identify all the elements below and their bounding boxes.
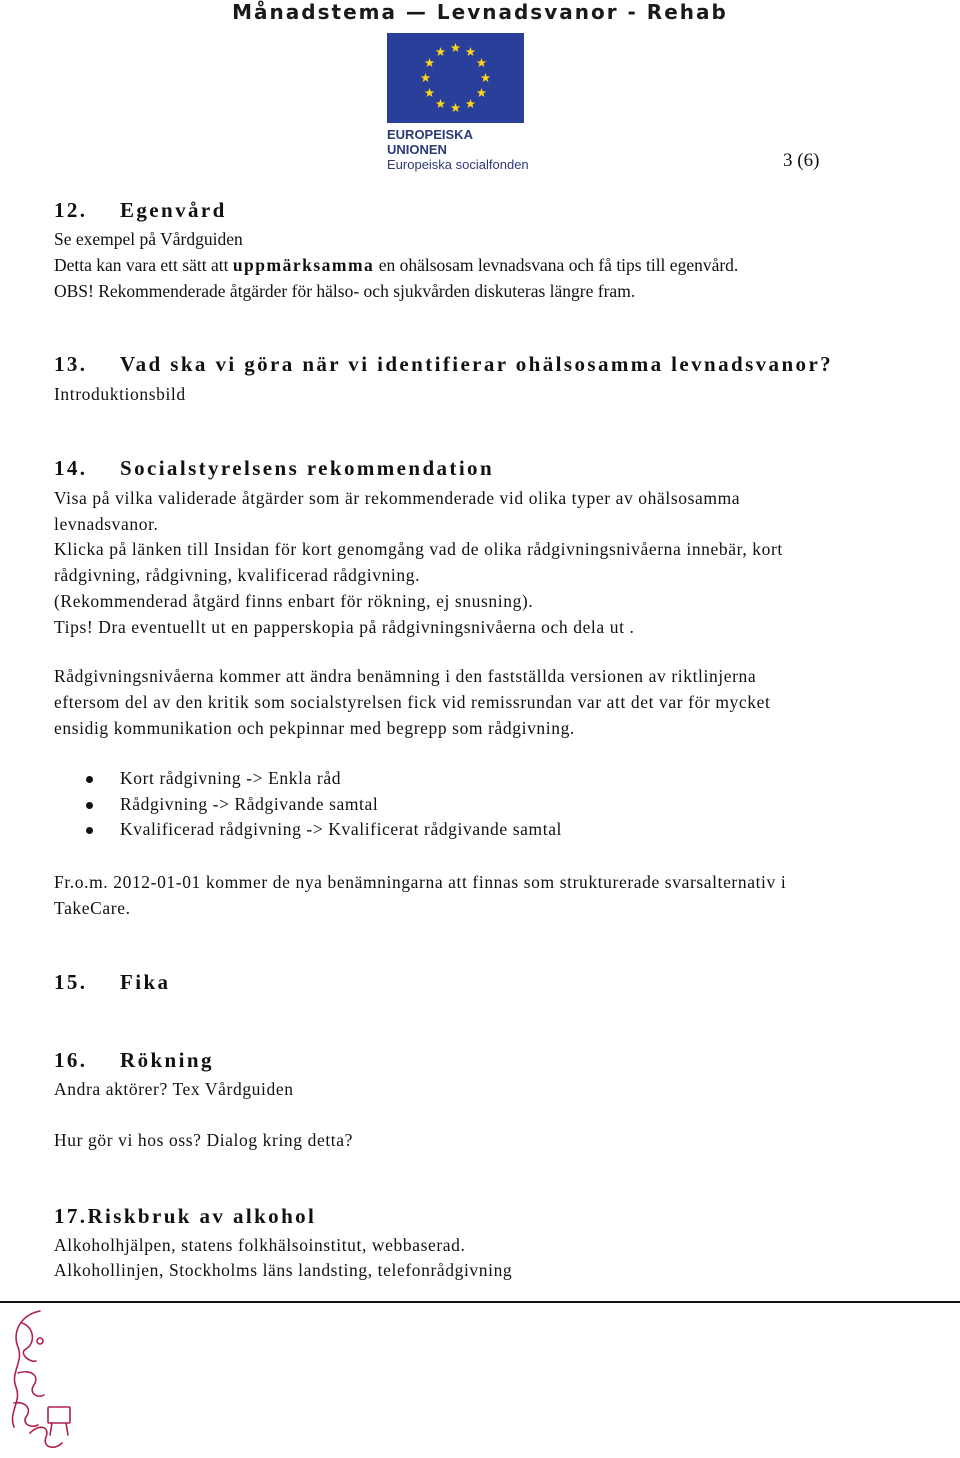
- section-number: 12.: [54, 198, 88, 222]
- section-16-heading: [54, 1048, 214, 1073]
- section-14-p2: [54, 536, 783, 640]
- text-line: ensidig kommunikation och pekpinnar med begrepp som rådgivning.: [54, 718, 575, 738]
- text-line: Fr.o.m. 2012-01-01 kommer de nya benämningarna att finnas som strukturerade svarsalternativ i: [54, 872, 787, 892]
- section-title: Riskbruk av alkohol: [87, 1204, 317, 1228]
- section-15-heading: [54, 970, 170, 995]
- list-item-text: Kort rådgivning -> Enkla råd: [120, 768, 342, 788]
- section-title: Egenvård: [120, 198, 227, 222]
- text-line: (Rekommenderad åtgärd finns enbart för rökning, ej snusning).: [54, 591, 534, 611]
- et-halsa-logo-icon: [0, 1303, 90, 1458]
- section-13-line1: Introduktionsbild: [54, 384, 186, 404]
- section-16-line2: Hur gör vi hos oss? Dialog kring detta?: [54, 1130, 353, 1150]
- text-line: eftersom del av den kritik som socialstyrelsen fick vid remissrundan var att det var för mycket: [54, 692, 771, 712]
- text-run: Detta kan vara ett sätt att: [54, 255, 233, 275]
- section-title: Rökning: [120, 1048, 214, 1072]
- section-16-line1: Andra aktörer? Tex Vårdguiden: [54, 1079, 294, 1099]
- section-14-p1: [54, 485, 740, 537]
- section-14-p4: [54, 869, 786, 921]
- emphasis-text: uppmärksamma: [232, 255, 375, 275]
- section-number: 14.: [54, 456, 88, 480]
- list-item: [54, 766, 934, 792]
- section-number: 16.: [54, 1048, 88, 1072]
- bullet-icon: [86, 776, 93, 783]
- text-line: rådgivning, rådgivning, kvalificerad rådgivning.: [54, 565, 421, 585]
- section-number: 13.: [54, 352, 88, 376]
- text-line: Tips! Dra eventuellt ut en papperskopia på rådgivningsnivåerna och dela ut .: [54, 617, 635, 637]
- text-line: TakeCare.: [54, 898, 131, 918]
- section-17-heading: [54, 1204, 316, 1229]
- text-run: en ohälsosam levnadsvana och få tips till egenvård.: [374, 255, 739, 275]
- text-line: Rådgivningsnivåerna kommer att ändra benämning i den fastställda versionen av riktlinjerna: [54, 666, 757, 686]
- eu-logo: [385, 33, 530, 172]
- section-12-heading: [54, 198, 227, 223]
- section-title: Vad ska vi göra när vi identifierar ohälsosamma levnadsvanor?: [120, 352, 834, 376]
- eu-logo-line2: Europeiska socialfonden: [387, 157, 529, 172]
- eu-flag-icon: [387, 33, 524, 123]
- text-line: Klicka på länken till Insidan för kort genomgång vad de olika rådgivningsnivåerna innebär, kort: [54, 539, 783, 559]
- list-item: [54, 792, 934, 818]
- eu-logo-line1: EUROPEISKA UNIONEN: [387, 127, 473, 157]
- list-item: [54, 817, 934, 843]
- bullet-icon: [86, 802, 93, 809]
- section-14-heading: [54, 456, 494, 481]
- text-line: Visa på vilka validerade åtgärder som är rekommenderade vid olika typer av ohälsosamma: [54, 488, 741, 508]
- section-14-p3: [54, 663, 770, 741]
- list-item-text: Kvalificerad rådgivning -> Kvalificerat rådgivande samtal: [120, 819, 563, 839]
- page-number: 3 (6): [783, 150, 820, 171]
- section-12-line1: Se exempel på Vårdguiden: [54, 229, 243, 249]
- section-13-heading: [54, 352, 833, 377]
- section-number: 15.: [54, 970, 88, 994]
- section-title: Fika: [120, 970, 171, 994]
- list-item-text: Rådgivning -> Rådgivande samtal: [120, 793, 379, 814]
- text-line: levnadsvanor.: [54, 514, 159, 534]
- header-title: Månadstema — Levnadsvanor - Rehab: [232, 0, 728, 24]
- section-17-line2: Alkohollinjen, Stockholms läns landsting, telefonrådgivning: [54, 1260, 513, 1280]
- bullet-list: [54, 766, 934, 843]
- footer-divider: [0, 1301, 960, 1303]
- bullet-icon: [86, 827, 93, 834]
- section-number: 17.: [54, 1204, 88, 1228]
- section-title: Socialstyrelsens rekommendation: [120, 456, 495, 480]
- section-12-line3: OBS! Rekommenderade åtgärder för hälso- och sjukvården diskuteras längre fram.: [54, 281, 636, 301]
- section-17-line1: Alkoholhjälpen, statens folkhälsoinstitut, webbaserad.: [54, 1235, 466, 1255]
- section-12-line2: [54, 252, 738, 278]
